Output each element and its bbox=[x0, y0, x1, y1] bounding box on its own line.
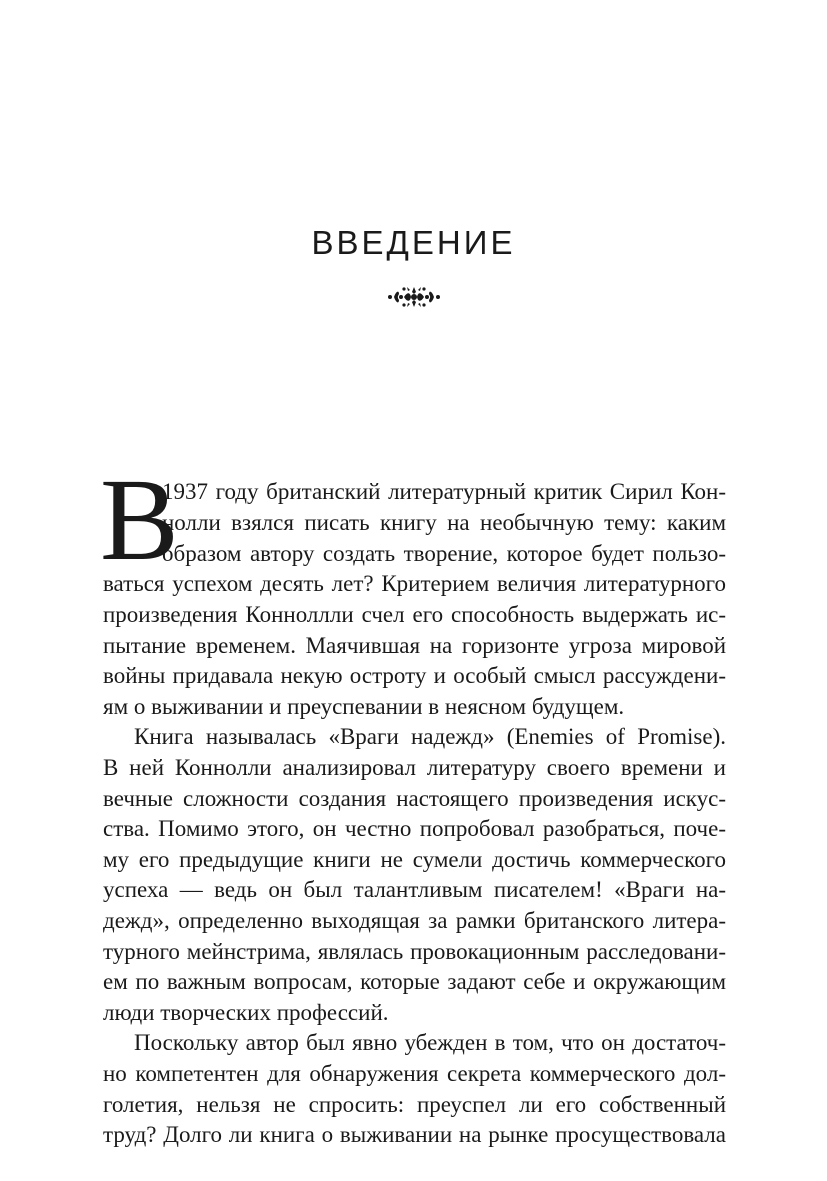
body-line: В ней Коннолли анализировал литературу своего времени и bbox=[103, 755, 726, 780]
body-line: ям о выживании и преуспевании в неясном будущем. bbox=[103, 694, 625, 719]
body-line: успеха — ведь он был талантливым писателем! «Враги на- bbox=[103, 877, 726, 902]
body-line: му его предыдущие книги не сумели достичь коммерческого bbox=[103, 847, 726, 872]
body-line: ваться успехом десять лет? Критерием величия литературного bbox=[103, 571, 726, 596]
drop-cap: В bbox=[100, 454, 179, 585]
body-line: голетия, нельзя не спросить: преуспел ли его собственный bbox=[103, 1092, 726, 1117]
body-line: произведения Конноллли счел его способность выдержать ис- bbox=[103, 602, 726, 627]
body-line: ем по важным вопросам, которые задают себе и окружающим bbox=[103, 969, 726, 994]
body-line: образом автору создать творение, которое будет пользо- bbox=[162, 541, 726, 566]
body-line: 1937 году британский литературный критик Сирил Кон- bbox=[162, 479, 726, 504]
body-line: нолли взялся писать книгу на необычную тему: каким bbox=[162, 510, 726, 535]
body-line: ства. Помимо этого, он честно попробовал разобраться, поче- bbox=[103, 816, 726, 841]
body-line: дежд», определенно выходящая за рамки британского литера- bbox=[103, 908, 726, 933]
body-line: турного мейнстрима, являлась провокационным расследовани- bbox=[103, 939, 726, 964]
floral-divider-icon bbox=[385, 283, 443, 311]
body-line: но компетентен для обнаружения секрета коммерческого дол- bbox=[103, 1061, 726, 1086]
body-line: труд? Долго ли книга о выживании на рынке просуществовала bbox=[103, 1122, 726, 1147]
body-line: люди творческих профессий. bbox=[103, 1000, 389, 1025]
chapter-title: ВВЕДЕНИЕ bbox=[311, 224, 516, 261]
body-line: вечные сложности создания настоящего произведения искус- bbox=[103, 786, 726, 811]
body-line: Книга называлась «Враги надежд» (Enemies of Promise). bbox=[134, 724, 726, 749]
body-line: Поскольку автор был явно убежден в том, что он достаточ- bbox=[134, 1030, 726, 1055]
body-line: войны придавала некую остроту и особый смысл рассуждени- bbox=[103, 663, 726, 688]
body-line: пытание временем. Маячившая на горизонте угроза мировой bbox=[103, 633, 726, 658]
